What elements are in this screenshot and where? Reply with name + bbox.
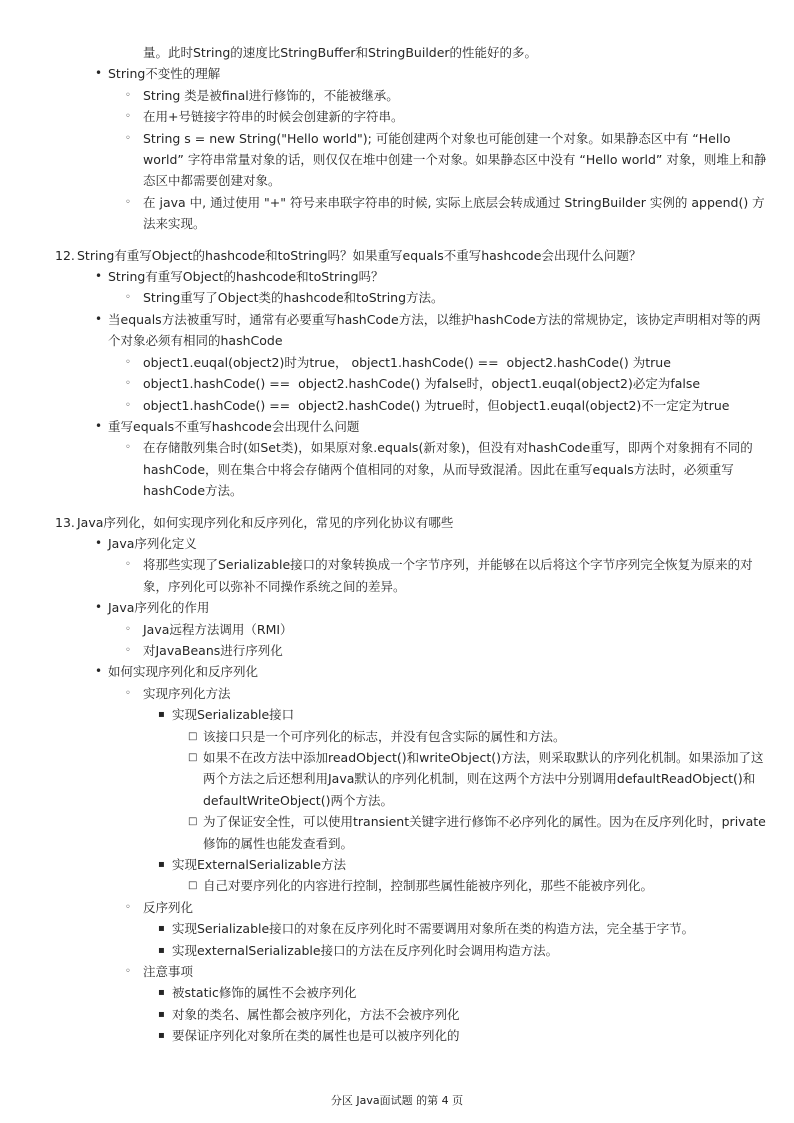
list-item bbox=[0, 533, 794, 554]
list-item bbox=[0, 309, 794, 352]
list-item bbox=[0, 192, 794, 235]
list-item bbox=[0, 512, 794, 533]
list-item-text: Java远程方法调用（RMI） bbox=[143, 621, 293, 637]
list-item-text: object1.euqal(object2)时为true， object1.hashCode() == object2.hashCode() 为true bbox=[143, 354, 671, 370]
list-item bbox=[0, 897, 794, 918]
list-item-text: 对象的类名、属性都会被序列化，方法不会被序列化 bbox=[172, 1006, 460, 1022]
list-item-text: object1.hashCode() == object2.hashCode() 为false时，object1.euqal(object2)必定为false bbox=[143, 376, 701, 392]
list-item bbox=[0, 85, 794, 106]
bullet-icon: ◦ bbox=[125, 356, 131, 368]
list-item bbox=[0, 918, 794, 939]
bullet-icon: ▪ bbox=[158, 1008, 165, 1020]
list-item bbox=[0, 704, 794, 725]
list-item-text: 在 java 中, 通过使用 "+" 符号来串联字符串的时候, 实际上底层会转成通过 StringBuilder 实例的 append() 方法来实现。 bbox=[143, 194, 765, 232]
list-item-text: 反序列化 bbox=[143, 899, 194, 915]
list-item-text: 实现序列化方法 bbox=[143, 685, 231, 701]
list-item-text: String 类是被final进行修饰的，不能被继承。 bbox=[143, 87, 399, 103]
list-item-text: 为了保证安全性，可以使用transient关键字进行修饰不必序列化的属性。因为在反序列化时，private修饰的属性也能发查看到。 bbox=[203, 814, 766, 851]
list-item-text: 被static修饰的属性不会被序列化 bbox=[172, 985, 357, 1001]
list-item bbox=[0, 619, 794, 640]
list-item-text: 当equals方法被重写时，通常有必要重写hashCode方法，以维护hashCode方法的常规协定，该协定声明相对等的两个对象必须有相同的hashCode bbox=[108, 311, 761, 349]
bullet-icon: □ bbox=[188, 752, 198, 763]
list-item bbox=[0, 875, 794, 896]
list-item bbox=[0, 683, 794, 704]
list-item-text: 如果不在改方法中添加readObject()和writeObject()方法，则采取默认的序列化机制。如果添加了这两个方法之后还想利用Java默认的序列化机制，则在这两个方法中分别调用defaultReadObject()和defaultWriteObject()两个方法。 bbox=[203, 750, 764, 808]
list-item-text: Java序列化定义 bbox=[108, 535, 197, 551]
list-item bbox=[0, 597, 794, 618]
bullet-icon: ▪ bbox=[158, 1030, 165, 1042]
list-item bbox=[0, 395, 794, 416]
list-item bbox=[0, 128, 794, 192]
list-item-text: String重写了Object类的hashcode和toString方法。 bbox=[143, 290, 444, 306]
list-item bbox=[0, 640, 794, 661]
list-item bbox=[0, 661, 794, 682]
list-item bbox=[0, 961, 794, 982]
bullet-icon: ◦ bbox=[125, 132, 131, 144]
list-item-text: object1.hashCode() == object2.hashCode() 为true时，但object1.euqal(object2)不一定定为true bbox=[143, 397, 730, 413]
list-number: 12. bbox=[55, 247, 75, 263]
outline-list bbox=[0, 42, 794, 1047]
list-item-text: String不变性的理解 bbox=[108, 66, 221, 82]
list-item-text: 该接口只是一个可序列化的标志，并没有包含实际的属性和方法。 bbox=[203, 728, 566, 744]
bullet-icon: • bbox=[95, 311, 103, 326]
list-item bbox=[0, 747, 794, 811]
bullet-icon: • bbox=[95, 600, 103, 615]
bullet-icon: ◦ bbox=[125, 399, 131, 411]
list-item-text: String有重写Object的hashcode和toString吗？ bbox=[108, 269, 384, 285]
bullet-icon: ◦ bbox=[125, 687, 131, 699]
list-item-text: 实现Serializable接口的对象在反序列化时不需要调用对象所在类的构造方法，完全基于字节。 bbox=[172, 921, 695, 937]
list-item-text: 在用+号链接字符串的时候会创建新的字符串。 bbox=[143, 109, 404, 125]
bullet-icon: □ bbox=[188, 816, 198, 828]
list-item-text: Java序列化，如何实现序列化和反序列化，常见的序列化协议有哪些 bbox=[77, 514, 454, 530]
bullet-icon: • bbox=[95, 418, 103, 433]
list-item bbox=[0, 854, 794, 875]
bullet-icon: • bbox=[95, 66, 103, 81]
bullet-icon: ▪ bbox=[158, 987, 165, 999]
list-item bbox=[0, 982, 794, 1003]
bullet-icon: ◦ bbox=[125, 378, 131, 390]
list-item-text: 重写equals不重写hashcode会出现什么问题 bbox=[108, 418, 360, 434]
list-item-text: 如何实现序列化和反序列化 bbox=[108, 664, 259, 680]
list-item bbox=[0, 287, 794, 308]
list-item bbox=[0, 1025, 794, 1046]
bullet-icon: • bbox=[95, 269, 103, 284]
list-item bbox=[0, 352, 794, 373]
list-item bbox=[0, 373, 794, 394]
list-item bbox=[0, 106, 794, 127]
list-item-text: 实现ExternalSerializable方法 bbox=[172, 857, 347, 873]
list-item bbox=[0, 63, 794, 84]
bullet-icon: □ bbox=[188, 880, 198, 892]
list-item bbox=[0, 416, 794, 437]
list-item-text: 对JavaBeans进行序列化 bbox=[143, 642, 283, 658]
bullet-icon: ▪ bbox=[158, 859, 165, 871]
bullet-icon: • bbox=[95, 664, 103, 679]
list-item-text: 实现Serializable接口 bbox=[172, 707, 295, 723]
bullet-icon: ◦ bbox=[125, 644, 131, 656]
list-item bbox=[0, 42, 794, 63]
list-item bbox=[0, 811, 794, 854]
bullet-icon: ◦ bbox=[125, 623, 131, 635]
list-item bbox=[0, 266, 794, 287]
bullet-icon: ▪ bbox=[158, 944, 165, 956]
bullet-icon: ▪ bbox=[158, 709, 165, 721]
bullet-icon: ◦ bbox=[125, 442, 131, 454]
list-item-text: 实现externalSerializable接口的方法在反序列化时会调用构造方法。 bbox=[172, 942, 559, 958]
list-item-text: 将那些实现了Serializable接口的对象转换成一个字节序列，并能够在以后将这个字节序列完全恢复为原来的对象，序列化可以弥补不同操作系统之间的差异。 bbox=[143, 557, 753, 594]
list-item-text: 自己对要序列化的内容进行控制，控制那些属性能被序列化，那些不能被序列化。 bbox=[203, 878, 654, 894]
bullet-icon: ◦ bbox=[125, 111, 131, 123]
page-footer: 分区 Java面试题 的第 4 页 bbox=[330, 1094, 464, 1107]
bullet-icon: ▪ bbox=[158, 923, 165, 935]
list-item-text: String s = new String("Hello world"); 可能创建两个对象也可能创建一个对象。如果静态区中有 “Hello world” 字符串常量对象的话，则仅仅在堆中创建一个对象。如果静态区中没有 “Hello world” 对象，则堆上和静态区中都需要创建对象。 bbox=[143, 130, 767, 189]
bullet-icon: ◦ bbox=[125, 196, 131, 208]
bullet-icon: ◦ bbox=[125, 559, 131, 571]
bullet-icon: ◦ bbox=[125, 292, 131, 304]
list-item bbox=[0, 726, 794, 747]
list-item-text: 在存储散列集合时(如Set类)，如果原对象.equals(新对象)，但没有对hashCode重写，即两个对象拥有不同的hashCode，则在集合中将会存储两个值相同的对象，从而导致混淆。因此在重写equals方法时，必须重写hashCode方法。 bbox=[143, 440, 753, 499]
bullet-icon: ◦ bbox=[125, 901, 131, 913]
list-item bbox=[0, 554, 794, 597]
list-item bbox=[0, 1004, 794, 1025]
list-item-text: 注意事项 bbox=[143, 964, 194, 980]
list-item bbox=[0, 940, 794, 961]
list-item-text: 要保证序列化对象所在类的属性也是可以被序列化的 bbox=[172, 1028, 460, 1044]
list-item bbox=[0, 437, 794, 501]
bullet-icon: ◦ bbox=[125, 89, 131, 101]
list-item-text: Java序列化的作用 bbox=[108, 600, 210, 616]
bullet-icon: □ bbox=[188, 730, 198, 742]
bullet-icon: ◦ bbox=[125, 966, 131, 978]
list-item-text: String有重写Object的hashcode和toString吗？如果重写equals不重写hashcode会出现什么问题？ bbox=[77, 247, 642, 263]
list-item-text: 量。此时String的速度比StringBuffer和StringBuilder的性能好的多。 bbox=[143, 45, 538, 60]
list-item bbox=[0, 245, 794, 266]
list-number: 13. bbox=[55, 514, 75, 530]
bullet-icon: • bbox=[95, 535, 103, 550]
